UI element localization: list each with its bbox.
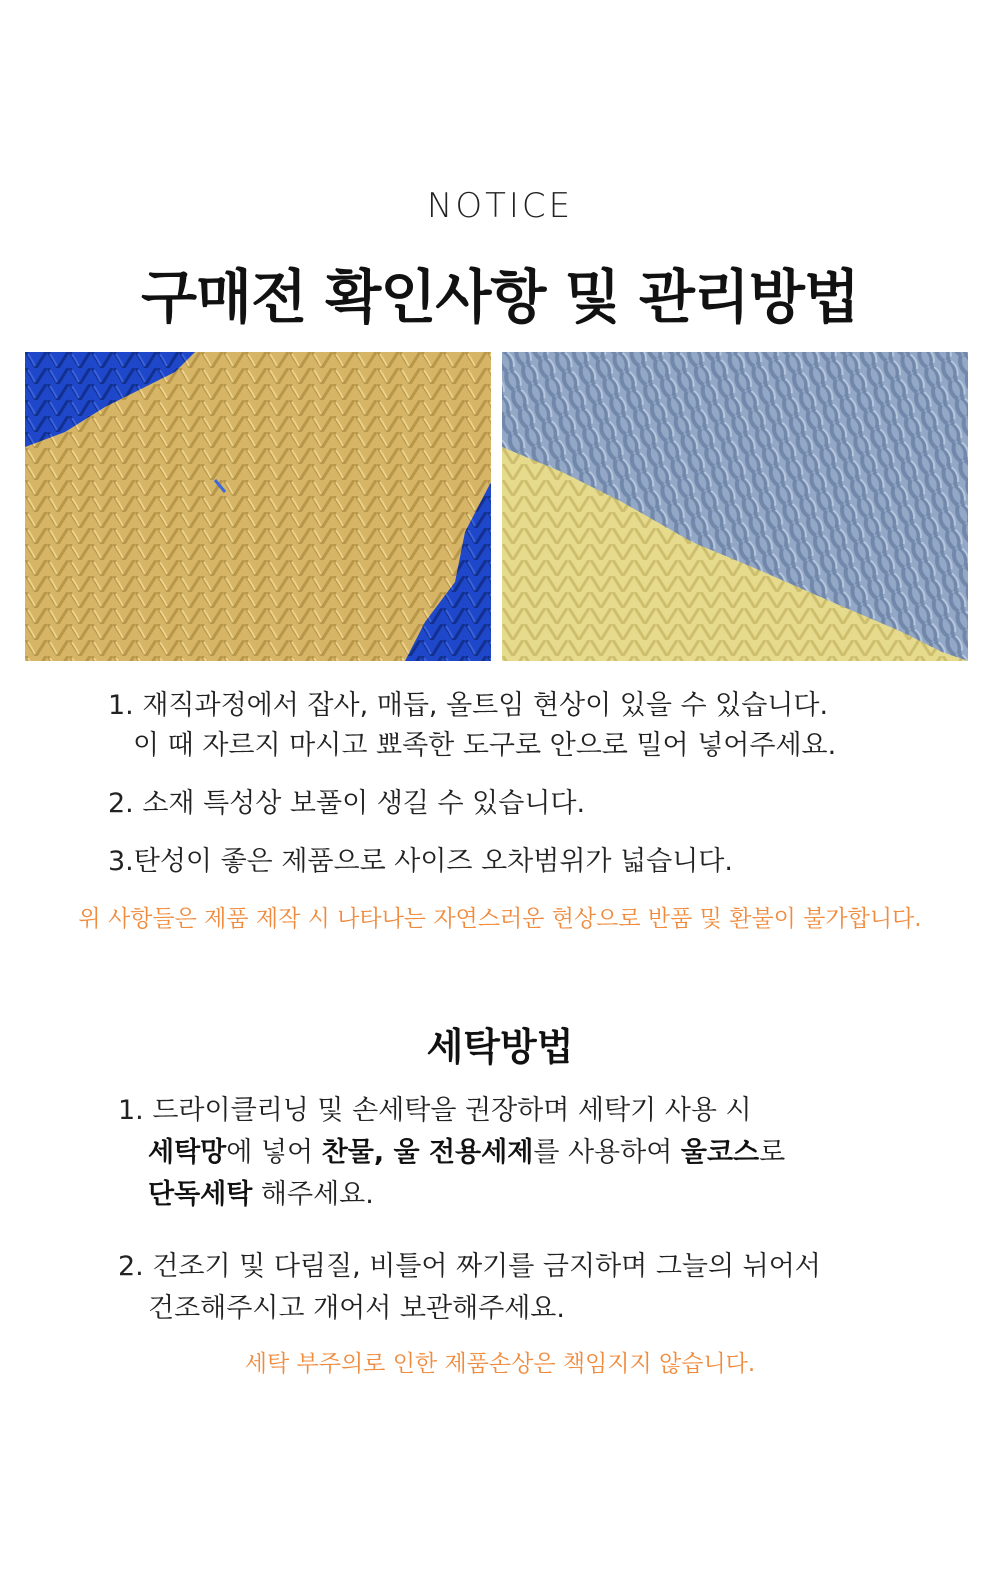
bold-separate-wash: 단독세탁 [148,1179,253,1210]
notice-item-1: 1. 재직과정에서 잡사, 매듭, 올트임 현상이 있을 수 있습니다. [108,690,829,721]
washing-title: 세탁방법 [426,1025,574,1069]
notice-item-1-cont: 이 때 자르지 마시고 뾰족한 도구로 안으로 밀어 넣어주세요. [133,730,837,761]
washing-item-2-line2: 건조해주시고 개어서 보관해주세요. [148,1293,565,1324]
knit-blue-rib-photo [502,352,968,661]
text-segment: 로 [759,1137,786,1168]
bold-wool-course: 울코스 [680,1137,760,1168]
text-segment: 해주세요. [252,1179,374,1210]
notice-label: NOTICE [426,186,574,226]
washing-warning: 세탁 부주의로 인한 제품손상은 책임지지 않습니다. [244,1351,756,1377]
text-segment: 에 넣어 [226,1137,322,1168]
washing-list [118,1090,978,1330]
washing-item-1-line2 [118,1132,978,1174]
bold-laundry-net: 세탁망 [148,1137,227,1168]
washing-item-2: 2. 건조기 및 다림질, 비틀어 짜기를 금지하며 그늘의 뉘어서 [118,1251,821,1282]
notice-item-2: 2. 소재 특성상 보풀이 생길 수 있습니다. [108,788,586,819]
notice-list [108,686,968,882]
page-title: 구매전 확인사항 및 관리방법 [141,263,859,331]
knit-yellow-blue-photo [25,352,491,661]
notice-item-3: 3.탄성이 좋은 제품으로 사이즈 오차범위가 넓습니다. [108,846,733,877]
notice-warning: 위 사항들은 제품 제작 시 나타나는 자연스러운 현상으로 반품 및 환불이 불가합니다. [78,906,922,932]
bold-cold-water-detergent: 찬물, 울 전용세제 [321,1137,534,1168]
washing-item-1-line3 [118,1174,978,1216]
text-segment: 를 사용하여 [533,1137,681,1168]
washing-item-1: 1. 드라이클리닝 및 손세탁을 권장하며 세탁기 사용 시 [118,1095,752,1126]
